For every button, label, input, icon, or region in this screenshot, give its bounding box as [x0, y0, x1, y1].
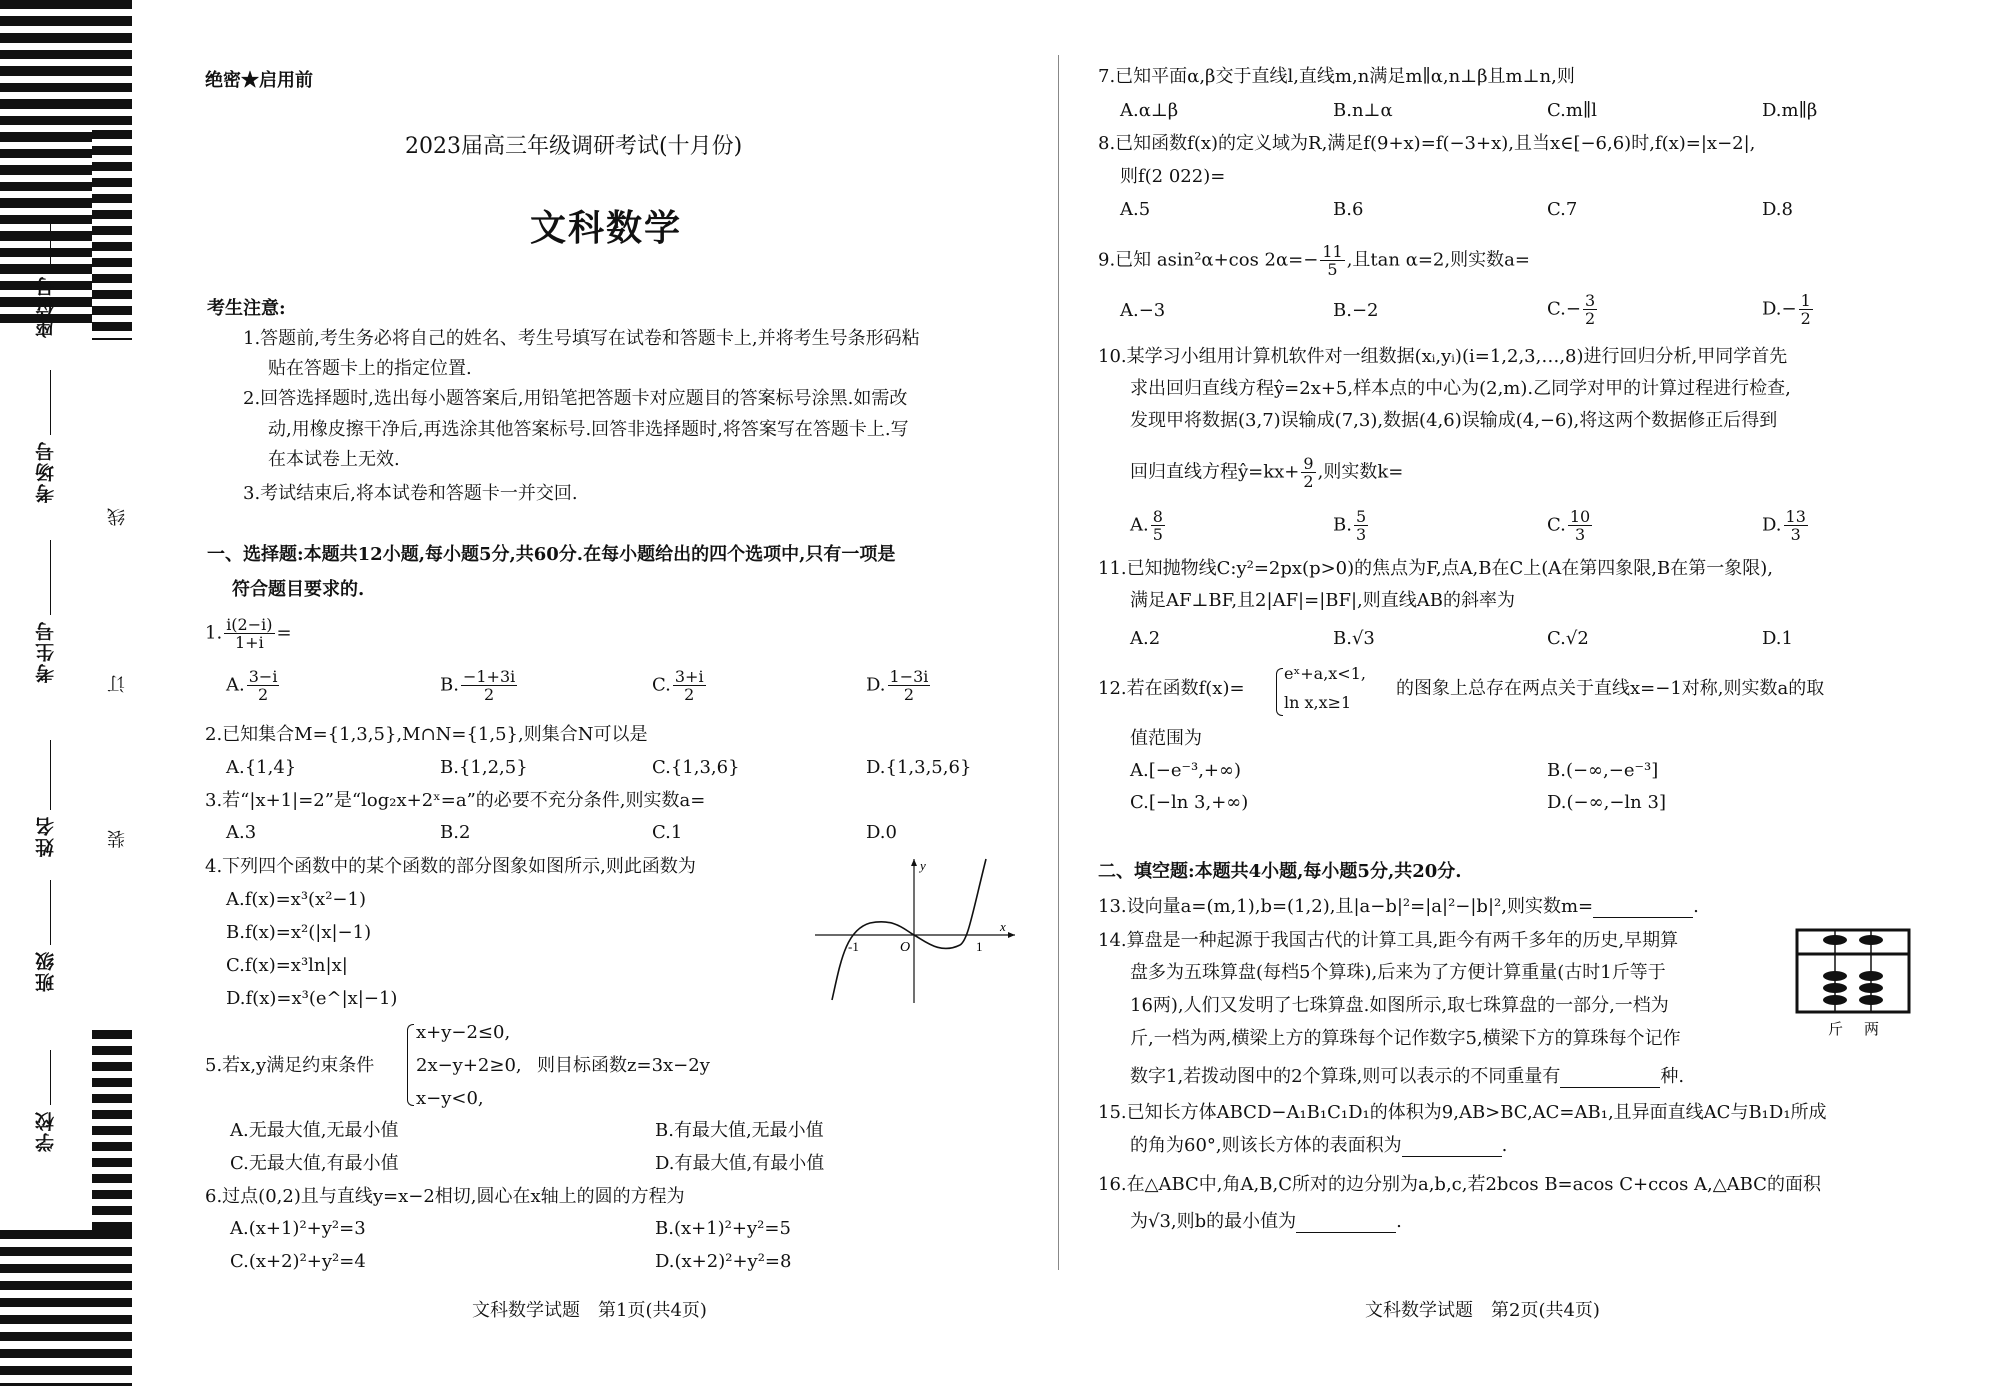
q11-option-c[interactable]: C.√2: [1547, 628, 1589, 649]
class-label: 班级: [35, 950, 57, 992]
q4-graph-origin: O: [900, 940, 911, 955]
q4-option-c[interactable]: C.f(x)=x³ln|x|: [226, 955, 348, 976]
notice-line-1: 1.答题前,考生务必将自己的姓名、考生号填写在试卷和答题卡上,并将考生号条形码粘: [243, 328, 920, 349]
q6-option-c[interactable]: C.(x+2)²+y²=4: [230, 1251, 366, 1272]
q8-option-d[interactable]: D.8: [1762, 199, 1793, 220]
q16-line-1: 16.在△ABC中,角A,B,C所对的边分别为a,b,c,若2bcos B=acos C+ccos A,△ABC的面积: [1098, 1174, 1821, 1195]
q9-option-c[interactable]: C.− $\frac{3}{2}$: [1547, 291, 1596, 328]
q8-option-b[interactable]: B.6: [1333, 199, 1364, 220]
q3-option-a[interactable]: A.3: [226, 822, 257, 843]
secret-label: 绝密★启用前: [205, 70, 313, 91]
q1-option-b[interactable]: B. $\frac{-1+3i}{2}$: [440, 667, 516, 704]
q16-line-2: 为√3,则b的最小值为 .: [1130, 1211, 1402, 1232]
q6-option-a[interactable]: A.(x+1)²+y²=3: [230, 1218, 366, 1239]
q12-option-a[interactable]: A.[−e⁻³,+∞): [1130, 760, 1242, 781]
seal-line-text: 线: [107, 508, 128, 526]
q4-graph-neg1: -1: [848, 939, 859, 954]
abacus-figure: [1795, 928, 1915, 1043]
q3-option-b[interactable]: B.2: [440, 822, 471, 843]
q4-graph-x-label: x: [1000, 919, 1006, 934]
q12-brace: [1276, 668, 1283, 716]
q10-line-4: 回归直线方程ŷ=kx+ $\frac{9}{2}$ ,则实数k=: [1130, 454, 1404, 491]
q13-answer-blank[interactable]: [1593, 899, 1693, 918]
q3-option-d[interactable]: D.0: [866, 822, 897, 843]
q13-stem: 13.设向量a=(m,1),b=(1,2),且|a−b|²=|a|²−|b|²,则实数m= .: [1098, 896, 1699, 917]
q9-option-a[interactable]: A.−3: [1120, 300, 1166, 321]
q4-option-a[interactable]: A.f(x)=x³(x²−1): [226, 889, 366, 910]
q4-graph-y-label: y: [920, 858, 926, 873]
q4-graph-pos1: 1: [976, 939, 983, 954]
q5-constraint-3: x−y<0,: [416, 1088, 484, 1109]
q8-stem: 8.已知函数f(x)的定义域为R,满足f(9+x)=f(−3+x),且当x∈[−6,6)时,f(x)=|x−2|,: [1098, 133, 1756, 154]
q5-option-d[interactable]: D.有最大值,有最小值: [655, 1153, 825, 1174]
q7-option-b[interactable]: B.n⊥α: [1333, 100, 1393, 121]
q5-constraint-2: 2x−y+2≥0,: [416, 1055, 522, 1076]
q6-stem: 6.过点(0,2)且与直线y=x−2相切,圆心在x轴上的圆的方程为: [205, 1186, 685, 1207]
q10-option-b[interactable]: B. $\frac{5}{3}$: [1333, 507, 1367, 544]
q9-option-b[interactable]: B.−2: [1333, 300, 1379, 321]
q1-option-a[interactable]: A. $\frac{3-i}{2}$: [226, 667, 278, 704]
q12-suffix: 的图象上总存在两点关于直线x=−1对称,则实数a的取: [1396, 678, 1825, 699]
q14-line-1: 14.算盘是一种起源于我国古代的计算工具,距今有两千多年的历史,早期算: [1098, 930, 1679, 951]
q3-stem: 3.若“|x+1|=2”是“log₂x+2ˣ=a”的必要不充分条件,则实数a=: [205, 790, 706, 811]
q7-option-c[interactable]: C.m∥l: [1547, 100, 1597, 121]
q7-stem: 7.已知平面α,β交于直线l,直线m,n满足m∥α,n⊥β且m⊥n,则: [1098, 66, 1575, 87]
name-label: 姓名: [35, 815, 57, 857]
q1-option-c[interactable]: C. $\frac{3+i}{2}$: [652, 667, 704, 704]
q5-constraint-1: x+y−2≤0,: [416, 1022, 511, 1043]
q12-option-b[interactable]: B.(−∞,−e⁻³]: [1547, 760, 1659, 781]
q4-option-b[interactable]: B.f(x)=x²(|x|−1): [226, 922, 372, 943]
q15-line-2: 的角为60°,则该长方体的表面积为 .: [1130, 1135, 1508, 1156]
q5-stem: 5.若x,y满足约束条件: [205, 1055, 375, 1076]
q14-line-4: 斤,一档为两,横梁上方的算珠每个记作数字5,横梁下方的算珠每个记作: [1130, 1028, 1681, 1049]
q2-option-b[interactable]: B.{1,2,5}: [440, 757, 528, 778]
notice-line-2: 贴在答题卡上的指定位置.: [268, 358, 472, 379]
q12-option-d[interactable]: D.(−∞,−ln 3]: [1547, 792, 1666, 813]
q10-option-d[interactable]: D. $\frac{13}{3}$: [1762, 507, 1806, 544]
subject-title: 文科数学: [530, 207, 683, 249]
q14-line-5: 数字1,若拨动图中的2个算珠,则可以表示的不同重量有 种.: [1130, 1066, 1685, 1087]
q8-stem-2: 则f(2 022)=: [1120, 166, 1226, 187]
notice-title: 考生注意:: [207, 298, 286, 319]
q5-option-a[interactable]: A.无最大值,无最小值: [230, 1120, 399, 1141]
q15-line-1: 15.已知长方体ABCD−A₁B₁C₁D₁的体积为9,AB>BC,AC=AB₁,且异面直线AC与B₁D₁所成: [1098, 1102, 1827, 1123]
section-2-heading: 二、填空题:本题共4小题,每小题5分,共20分.: [1098, 861, 1462, 882]
q5-option-b[interactable]: B.有最大值,无最小值: [655, 1120, 824, 1141]
abacus-liang-label: 两: [1864, 1020, 1880, 1038]
section-1-heading: 一、选择题:本题共12小题,每小题5分,共60分.在每小题给出的四个选项中,只有一项是: [207, 544, 896, 565]
notice-line-4: 动,用橡皮擦干净后,再选涂其他答案标号.回答非选择题时,将答案写在答题卡上.写: [268, 419, 909, 440]
q4-stem: 4.下列四个函数中的某个函数的部分图象如图所示,则此函数为: [205, 856, 696, 877]
q10-option-c[interactable]: C. $\frac{10}{3}$: [1547, 507, 1591, 544]
q12-piece-2: ln x,x≥1: [1284, 693, 1352, 712]
q11-line-2: 满足AF⊥BF,且2|AF|=|BF|,则直线AB的斜率为: [1130, 590, 1515, 611]
q12-option-c[interactable]: C.[−ln 3,+∞): [1130, 792, 1249, 813]
q2-option-c[interactable]: C.{1,3,6}: [652, 757, 740, 778]
q14-line-2: 盘多为五珠算盘(每档5个算珠),后来为了方便计算重量(古时1斤等于: [1130, 962, 1666, 983]
q2-option-d[interactable]: D.{1,3,5,6}: [866, 757, 972, 778]
q12-line-2: 值范围为: [1130, 728, 1202, 749]
exam-no-label: 考生号: [35, 620, 57, 683]
seat-label: 座位号: [35, 275, 57, 338]
q4-function-graph: [810, 855, 1020, 1005]
q1-option-d[interactable]: D. $\frac{1-3i}{2}$: [866, 667, 929, 704]
abacus-jin-label: 斤: [1828, 1020, 1844, 1038]
q11-option-a[interactable]: A.2: [1130, 628, 1161, 649]
q2-option-a[interactable]: A.{1,4}: [226, 757, 297, 778]
q5-brace: [407, 1024, 414, 1106]
q9-stem: 9.已知 asin²α+cos 2α=− $\frac{11}{5}$ ,且tan α=2,则实数a=: [1098, 242, 1530, 279]
exam-title: 2023届高三年级调研考试(十月份): [405, 134, 743, 159]
q10-line-3: 发现甲将数据(3,7)误输成(7,3),数据(4,6)误输成(4,−6),将这两个数据修正后得到: [1130, 410, 1778, 431]
room-label: 考场号: [35, 440, 57, 503]
school-label: 学校: [35, 1110, 57, 1152]
notice-line-6: 3.考试结束后,将本试卷和答题卡一并交回.: [243, 483, 578, 504]
q7-option-a[interactable]: A.α⊥β: [1120, 100, 1179, 121]
q10-line-1: 10.某学习小组用计算机软件对一组数据(xᵢ,yᵢ)(i=1,2,3,…,8)进行回归分析,甲同学首先: [1098, 346, 1788, 367]
q14-answer-blank[interactable]: [1560, 1069, 1660, 1088]
q1-stem: 1. $\frac{i(2-i)}{1+i}$ =: [205, 615, 292, 652]
q11-option-d[interactable]: D.1: [1762, 628, 1793, 649]
q2-stem: 2.已知集合M={1,3,5},M∩N={1,5},则集合N可以是: [205, 724, 648, 745]
notice-line-5: 在本试卷上无效.: [268, 449, 400, 470]
q11-line-1: 11.已知抛物线C:y²=2px(p>0)的焦点为F,点A,B在C上(A在第四象限,B在第一象限),: [1098, 558, 1773, 579]
q9-option-d[interactable]: D.− $\frac{1}{2}$: [1762, 291, 1811, 328]
page-1-footer: 文科数学试题 第1页(共4页): [472, 1300, 707, 1321]
q15-answer-blank[interactable]: [1402, 1138, 1502, 1157]
column-divider: [1058, 55, 1059, 1270]
page-2-footer: 文科数学试题 第2页(共4页): [1365, 1300, 1600, 1321]
q4-option-d[interactable]: D.f(x)=x³(e^|x|−1): [226, 988, 398, 1009]
q8-option-c[interactable]: C.7: [1547, 199, 1578, 220]
q10-line-2: 求出回归直线方程ŷ=2x+5,样本点的中心为(2,m).乙同学对甲的计算过程进行检查,: [1130, 378, 1791, 399]
q12-piece-1: eˣ+a,x<1,: [1284, 664, 1366, 683]
q6-option-d[interactable]: D.(x+2)²+y²=8: [655, 1251, 792, 1272]
q5-option-c[interactable]: C.无最大值,有最小值: [230, 1153, 399, 1174]
q6-option-b[interactable]: B.(x+1)²+y²=5: [655, 1218, 791, 1239]
binding-margin: [0, 0, 135, 1386]
q5-tail: 则目标函数z=3x−2y: [537, 1055, 710, 1076]
notice-line-3: 2.回答选择题时,选出每小题答案后,用铅笔把答题卡对应题目的答案标号涂黑.如需改: [243, 388, 908, 409]
q14-line-3: 16两),人们又发明了七珠算盘.如图所示,取七珠算盘的一部分,一档为: [1130, 995, 1669, 1016]
seal-zhuang-text: 装: [107, 830, 128, 848]
seal-ding-text: 订: [107, 675, 128, 693]
section-1-heading-2: 符合题目要求的.: [232, 579, 365, 600]
q16-answer-blank[interactable]: [1296, 1214, 1396, 1233]
q10-option-a[interactable]: A. $\frac{8}{5}$: [1130, 507, 1163, 544]
q12-prefix: 12.若在函数f(x)=: [1098, 678, 1245, 699]
q7-option-d[interactable]: D.m∥β: [1762, 100, 1818, 121]
q11-option-b[interactable]: B.√3: [1333, 628, 1375, 649]
q8-option-a[interactable]: A.5: [1120, 199, 1151, 220]
q3-option-c[interactable]: C.1: [652, 822, 683, 843]
